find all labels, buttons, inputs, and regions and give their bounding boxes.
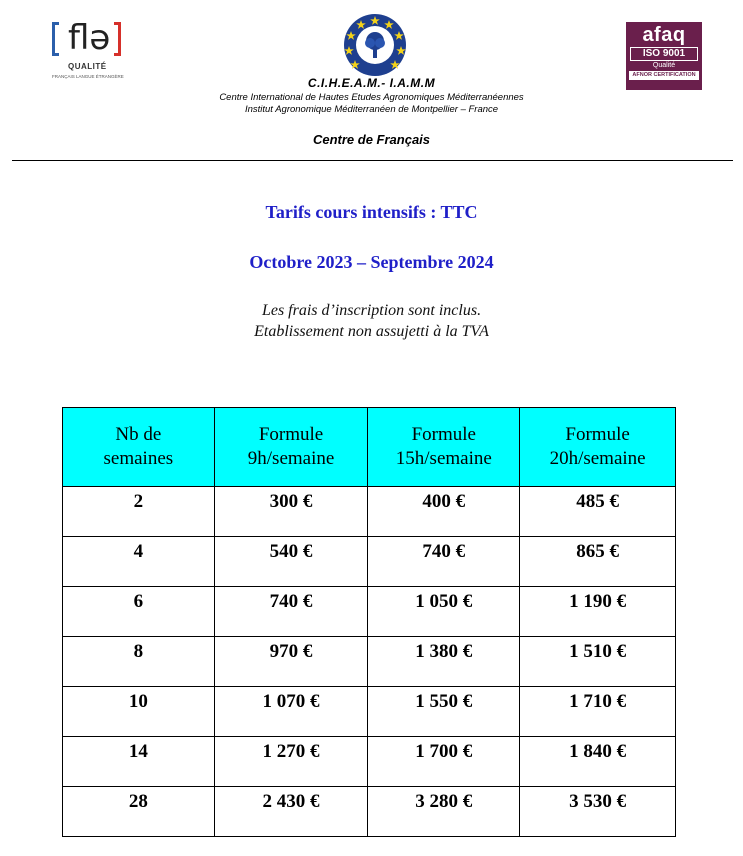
table-row <box>63 487 676 537</box>
cell-price-20h: 1 840 € <box>520 737 676 787</box>
note-tva: Etablissement non assujetti à la TVA <box>254 323 489 340</box>
fle-logo-subtitle: FRANÇAIS LANGUE ÉTRANGÈRE <box>52 74 124 79</box>
org-name: C.I.H.E.A.M.- I.A.M.M <box>307 76 436 90</box>
tarifs-table <box>62 407 676 837</box>
header-15h-l1: Formule <box>411 424 476 445</box>
table-row <box>63 537 676 587</box>
cell-price-15h: 1 380 € <box>368 637 520 687</box>
ciheam-emblem-icon <box>343 13 407 77</box>
centre-name: Centre de Français <box>312 132 431 147</box>
fle-right-bracket <box>114 22 121 56</box>
cell-weeks: 8 <box>63 637 215 687</box>
header-divider <box>12 160 733 161</box>
cell-price-20h: 485 € <box>520 487 676 537</box>
table-row <box>63 737 676 787</box>
cell-price-9h: 2 430 € <box>214 787 368 837</box>
cell-price-9h: 1 270 € <box>214 737 368 787</box>
cell-weeks: 6 <box>63 587 215 637</box>
cell-price-15h: 1 050 € <box>368 587 520 637</box>
cell-price-20h: 1 710 € <box>520 687 676 737</box>
cell-price-9h: 1 070 € <box>214 687 368 737</box>
cell-price-9h: 970 € <box>214 637 368 687</box>
org-fullname-line2: Institut Agronomique Méditerranéen de Montpellier – France <box>244 104 499 115</box>
afaq-logo-iso: ISO 9001 <box>630 47 698 61</box>
ciheam-emblem <box>343 13 407 77</box>
table-row <box>63 637 676 687</box>
fle-left-bracket <box>52 22 59 56</box>
fle-logo-quality: QUALITÉ <box>68 62 107 71</box>
page-title: Tarifs cours intensifs : TTC <box>265 202 478 222</box>
cell-price-20h: 1 510 € <box>520 637 676 687</box>
afaq-logo-word: afaq <box>642 24 686 46</box>
header-formula-9h <box>214 408 368 487</box>
note-inscription: Les frais d’inscription sont inclus. <box>261 302 482 319</box>
fle-logo-word: flə <box>68 18 111 58</box>
cell-weeks: 10 <box>63 687 215 737</box>
table-row <box>63 787 676 837</box>
cell-price-9h: 540 € <box>214 537 368 587</box>
header-weeks-l1: Nb de <box>115 424 162 445</box>
cell-price-20h: 3 530 € <box>520 787 676 837</box>
table-row <box>63 587 676 637</box>
cell-price-15h: 1 550 € <box>368 687 520 737</box>
cell-price-20h: 865 € <box>520 537 676 587</box>
header-20h-l1: Formule <box>565 424 630 445</box>
header-formula-15h <box>368 408 520 487</box>
cell-price-9h: 300 € <box>214 487 368 537</box>
cell-price-15h: 3 280 € <box>368 787 520 837</box>
cell-price-15h: 1 700 € <box>368 737 520 787</box>
period-title: Octobre 2023 – Septembre 2024 <box>249 252 494 272</box>
table-row <box>63 687 676 737</box>
cell-price-20h: 1 190 € <box>520 587 676 637</box>
header-15h-l2: 15h/semaine <box>395 448 492 469</box>
cell-weeks: 2 <box>63 487 215 537</box>
header-weeks <box>63 408 215 487</box>
header-9h-l1: Formule <box>258 424 324 445</box>
header-weeks-l2: semaines <box>103 448 174 469</box>
cell-price-15h: 400 € <box>368 487 520 537</box>
header-formula-20h <box>520 408 676 487</box>
table-header-row <box>63 408 676 487</box>
afaq-logo-cert: AFNOR CERTIFICATION <box>629 71 699 80</box>
org-fullname-line1: Centre International de Hautes Etudes Agronomiques Méditerranéennes <box>219 92 524 103</box>
cell-price-9h: 740 € <box>214 587 368 637</box>
header-20h-l2: 20h/semaine <box>549 448 646 469</box>
cell-weeks: 4 <box>63 537 215 587</box>
header-9h-l2: 9h/semaine <box>247 448 335 469</box>
cell-weeks: 28 <box>63 787 215 837</box>
afaq-logo-quality: Qualité <box>652 62 676 69</box>
cell-weeks: 14 <box>63 737 215 787</box>
cell-price-15h: 740 € <box>368 537 520 587</box>
